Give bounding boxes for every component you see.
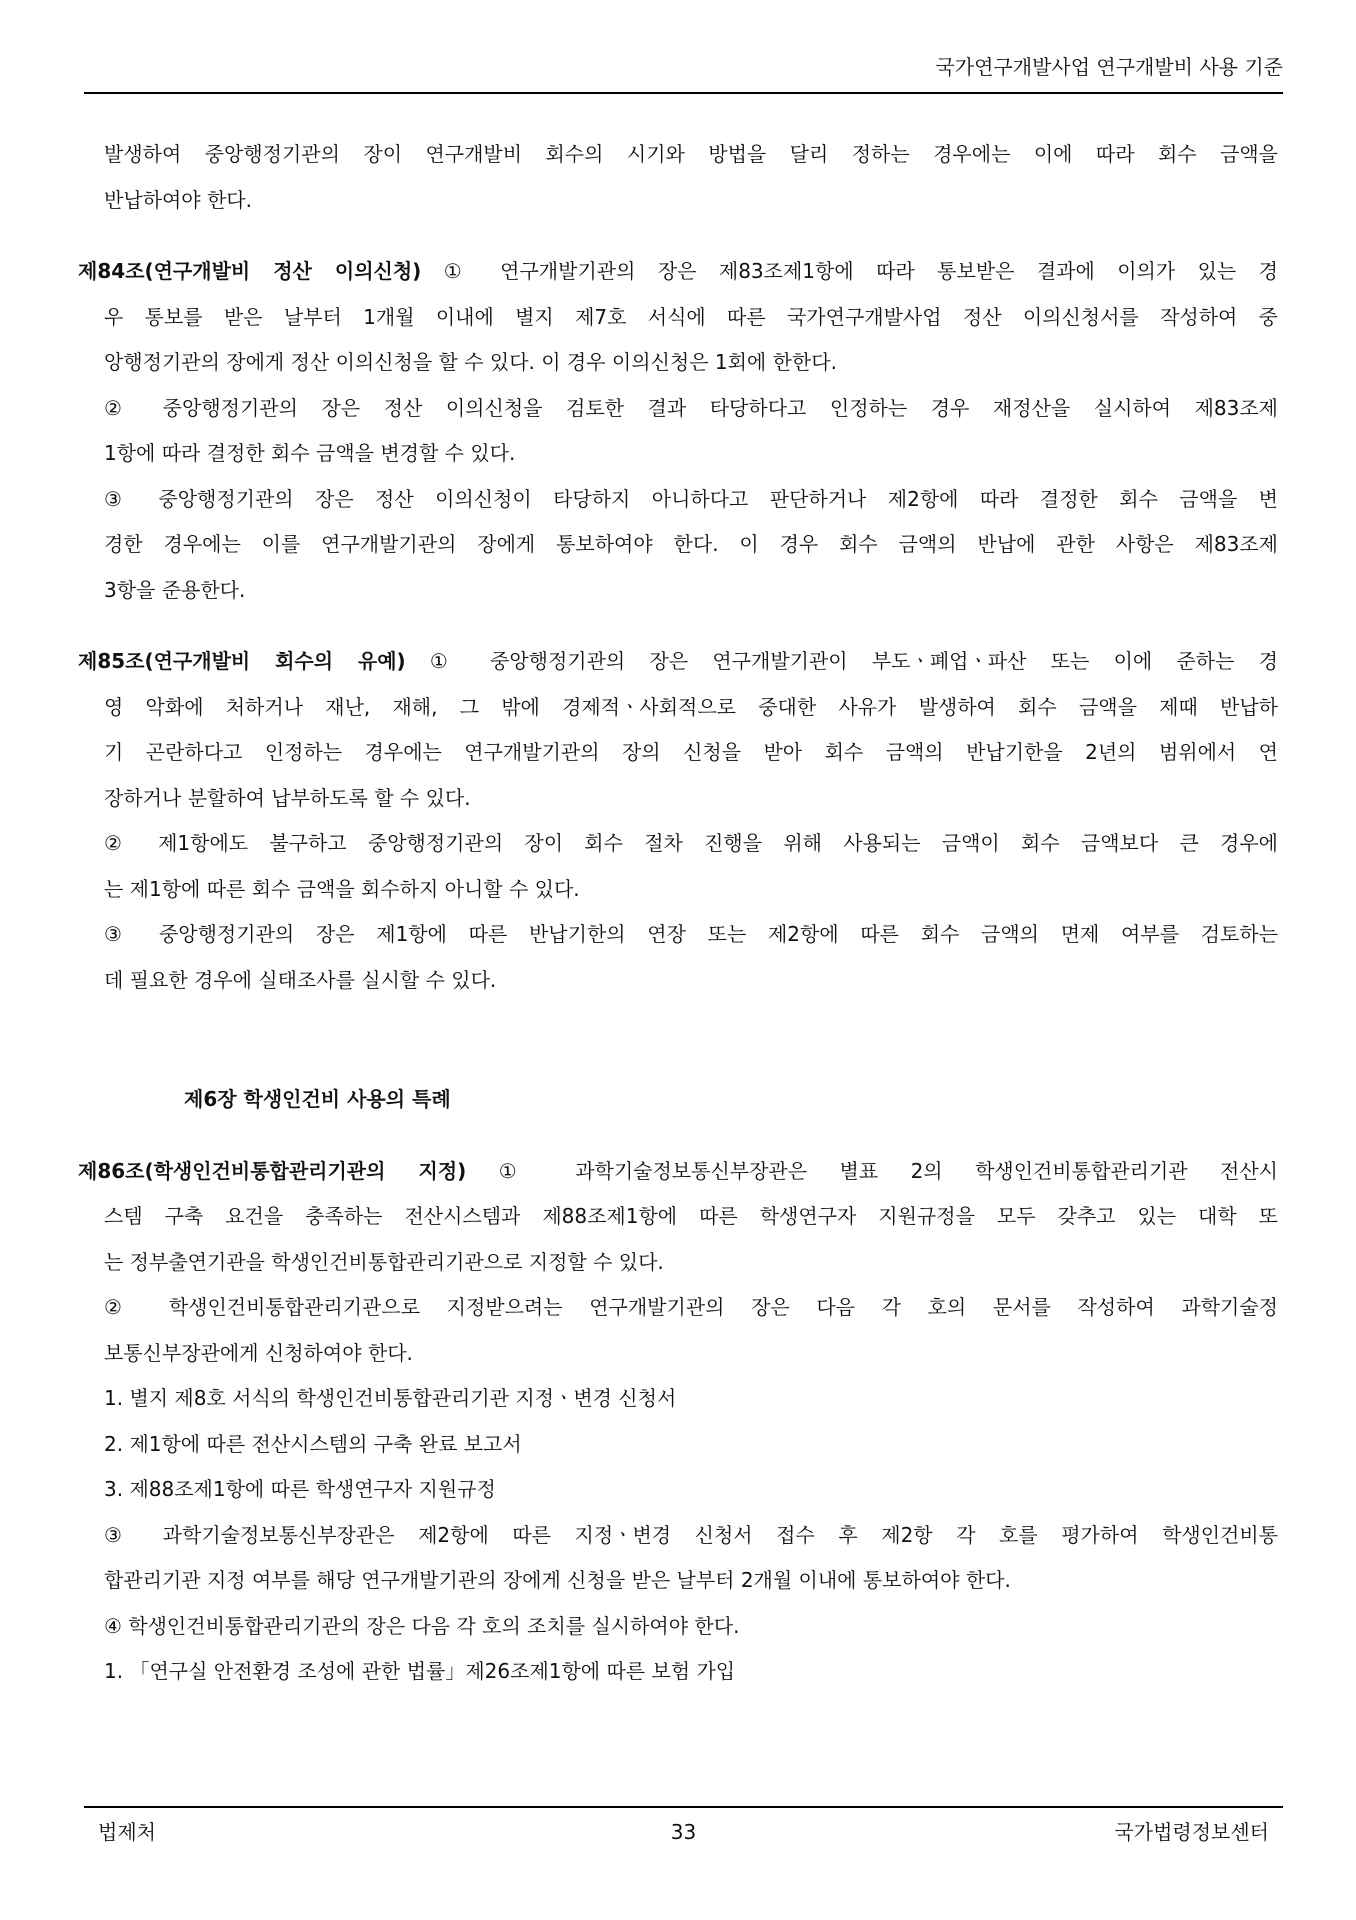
text-line: 장하거나 분할하여 납부하도록 할 수 있다.: [104, 785, 471, 810]
text-line: ③ 중앙행정기관의 장은 정산 이의신청이 타당하지 아니하다고 판단하거나 제2항에 따라 결정한 회수 금액을 변: [104, 486, 1278, 511]
text-line: 우 통보를 받은 날부터 1개월 이내에 별지 제7호 서식에 따른 국가연구개발사업 정산 이의신청서를 작성하여 중: [104, 304, 1278, 329]
chapter-heading: 제6장 학생인건비 사용의 특례: [184, 1087, 451, 1111]
text-line: 1항에 따라 결정한 회수 금액을 변경할 수 있다.: [104, 441, 516, 465]
text-line: 합관리기관 지정 여부를 해당 연구개발기관의 장에게 신청을 받은 날부터 2개월 이내에 통보하여야 한다.: [104, 1568, 1011, 1592]
text-line: ③ 과학기술정보통신부장관은 제2항에 따른 지정ㆍ변경 신청서 접수 후 제2항 각 호를 평가하여 학생인건비통: [104, 1522, 1278, 1547]
header-title: 국가연구개발사업 연구개발비 사용 기준: [935, 55, 1283, 79]
text-line: 발생하여 중앙행정기관의 장이 연구개발비 회수의 시기와 방법을 달리 정하는 경우에는 이에 따라 회수 금액을: [104, 142, 1278, 166]
text-line: ② 학생인건비통합관리기관으로 지정받으려는 연구개발기관의 장은 다음 각 호의 문서를 작성하여 과학기술정: [104, 1295, 1278, 1319]
continued-paragraph: [104, 132, 1278, 223]
list-item: 1. 별지 제8호 서식의 학생인건비통합관리기관 지정ㆍ변경 신청서: [104, 1386, 677, 1410]
article-heading: 제84조(연구개발비 정산 이의신청): [78, 259, 422, 283]
footer-publisher: 법제처: [98, 1820, 156, 1844]
text-line: 데 필요한 경우에 실태조사를 실시할 수 있다.: [104, 967, 497, 992]
article-85: [78, 639, 1278, 1003]
footer-source: 국가법령정보센터: [1114, 1820, 1269, 1844]
list-item: 2. 제1항에 따른 전산시스템의 구축 완료 보고서: [104, 1431, 522, 1456]
text-line: ④ 학생인건비통합관리기관의 장은 다음 각 호의 조치를 실시하여야 한다.: [104, 1613, 740, 1638]
text-line: ② 중앙행정기관의 장은 정산 이의신청을 검토한 결과 타당하다고 인정하는 경우 재정산을 실시하여 제83조제: [104, 395, 1278, 420]
text-line: 는 제1항에 따른 회수 금액을 회수하지 아니할 수 있다.: [104, 876, 580, 901]
text-line: 앙행정기관의 장에게 정산 이의신청을 할 수 있다. 이 경우 이의신청은 1회에 한한다.: [104, 350, 837, 374]
text-line: ② 제1항에도 불구하고 중앙행정기관의 장이 회수 절차 진행을 위해 사용되는 금액이 회수 금액보다 큰 경우에: [104, 831, 1278, 855]
page-number: 33: [670, 1820, 697, 1844]
text-line: 영 악화에 처하거나 재난, 재해, 그 밖에 경제적ㆍ사회적으로 중대한 사유가 발생하여 회수 금액을 제때 반납하: [104, 694, 1278, 719]
text-line: 경한 경우에는 이를 연구개발기관의 장에게 통보하여야 한다. 이 경우 회수 금액의 반납에 관한 사항은 제83조제: [104, 532, 1278, 556]
article-heading: 제86조(학생인건비통합관리기관의 지정): [78, 1158, 467, 1183]
text-line: 는 정부출연기관을 학생인건비통합관리기관으로 지정할 수 있다.: [104, 1249, 664, 1274]
text-line: 기 곤란하다고 인정하는 경우에는 연구개발기관의 장의 신청을 받아 회수 금액의 반납기한을 2년의 범위에서 연: [104, 740, 1278, 764]
article-86: [78, 1149, 1278, 1695]
document-body: [78, 132, 1279, 1695]
text-line: 보통신부장관에게 신청하여야 한다.: [104, 1340, 413, 1365]
text-line: ① 과학기술정보통신부장관은 별표 2의 학생인건비통합관리기관 전산시: [466, 1158, 1279, 1183]
text-line: 스템 구축 요건을 충족하는 전산시스템과 제88조제1항에 따른 학생연구자 지원규정을 모두 갖추고 있는 대학 또: [104, 1204, 1278, 1228]
text-line: 반납하여야 한다.: [104, 187, 252, 212]
list-item: 3. 제88조제1항에 따른 학생연구자 지원규정: [104, 1477, 496, 1501]
article-84: [78, 249, 1278, 613]
article-heading: 제85조(연구개발비 회수의 유예): [78, 649, 406, 673]
page-footer: [84, 1806, 1283, 1848]
text-line: ① 중앙행정기관의 장은 연구개발기관이 부도ㆍ폐업ㆍ파산 또는 이에 준하는 경: [405, 649, 1278, 673]
text-line: ① 연구개발기관의 장은 제83조제1항에 따라 통보받은 결과에 이의가 있는 경: [421, 259, 1278, 283]
text-line: ③ 중앙행정기관의 장은 제1항에 따른 반납기한의 연장 또는 제2항에 따른 회수 금액의 면제 여부를 검토하는: [104, 922, 1278, 946]
running-header: [84, 52, 1283, 94]
list-item: 1. 「연구실 안전환경 조성에 관한 법률」제26조제1항에 따른 보험 가입: [104, 1659, 736, 1683]
text-line: 3항을 준용한다.: [104, 577, 246, 602]
